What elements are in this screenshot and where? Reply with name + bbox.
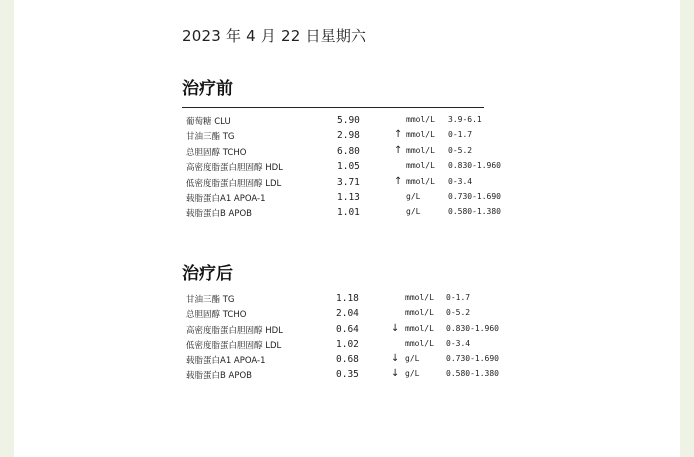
test-value: 2.04 xyxy=(336,308,359,320)
test-unit: mmol/L xyxy=(406,176,435,186)
test-value: 1.13 xyxy=(337,191,360,203)
test-value: 3.71 xyxy=(337,176,360,188)
test-value: 6.80 xyxy=(337,145,360,157)
heading-divider xyxy=(182,107,484,108)
test-value: 0.68 xyxy=(336,354,359,366)
reference-range: 0-3.4 xyxy=(448,176,473,186)
flag-arrow-icon: ↓ xyxy=(391,368,400,380)
test-unit: mmol/L xyxy=(405,308,434,318)
test-name: 低密度脂蛋白胆固醇 LDL xyxy=(186,178,282,189)
test-unit: mmol/L xyxy=(406,161,435,171)
reference-range: 0.580-1.380 xyxy=(446,369,499,379)
report-date: 2023 年 4 月 22 日星期六 xyxy=(182,27,367,45)
test-name: 甘油三酯 TG xyxy=(186,295,235,305)
reference-range: 3.9-6.1 xyxy=(448,115,482,124)
test-name: 载脂蛋白A1 APOA-1 xyxy=(186,356,266,367)
flag-arrow-icon: ↑ xyxy=(394,144,403,156)
flag-arrow-icon: ↑ xyxy=(394,129,403,141)
test-value: 0.35 xyxy=(336,369,359,381)
test-value: 5.90 xyxy=(337,115,360,126)
test-name: 高密度脂蛋白胆固醇 HDL xyxy=(186,163,283,174)
test-name: 载脂蛋白A1 APOA-1 xyxy=(186,193,266,204)
before-treatment-heading: 治疗前 xyxy=(182,79,233,99)
reference-range: 0-1.7 xyxy=(448,130,473,140)
test-value: 2.98 xyxy=(337,130,360,142)
reference-range: 0-5.2 xyxy=(448,145,473,155)
test-unit: mmol/L xyxy=(405,293,434,302)
test-value: 0.64 xyxy=(336,323,359,335)
flag-arrow-icon: ↓ xyxy=(391,353,400,365)
reference-range: 0-3.4 xyxy=(446,338,471,348)
test-value: 1.18 xyxy=(336,293,359,304)
test-name: 载脂蛋白B APOB xyxy=(186,371,252,382)
reference-range: 0.580-1.380 xyxy=(448,207,501,217)
test-value: 1.01 xyxy=(337,207,360,219)
test-unit: mmol/L xyxy=(406,115,435,124)
test-unit: mmol/L xyxy=(405,338,434,348)
after-treatment-heading: 治疗后 xyxy=(182,264,233,284)
test-name: 低密度脂蛋白胆固醇 LDL xyxy=(186,340,282,351)
test-name: 葡萄糖 CLU xyxy=(186,117,231,127)
test-name: 载脂蛋白B APOB xyxy=(186,209,252,220)
reference-range: 0-5.2 xyxy=(446,308,471,318)
test-value: 1.05 xyxy=(337,161,360,173)
reference-range: 0.830-1.960 xyxy=(448,161,501,171)
test-unit: g/L xyxy=(406,191,421,201)
flag-arrow-icon: ↓ xyxy=(391,322,400,334)
test-unit: g/L xyxy=(405,354,420,364)
reference-range: 0.730-1.690 xyxy=(448,191,501,201)
test-unit: g/L xyxy=(406,207,421,217)
test-name: 高密度脂蛋白胆固醇 HDL xyxy=(186,325,283,336)
reference-range: 0.830-1.960 xyxy=(446,323,499,333)
test-unit: mmol/L xyxy=(406,130,435,140)
test-unit: g/L xyxy=(405,369,420,379)
test-unit: mmol/L xyxy=(405,323,434,333)
test-name: 总胆固醇 TCHO xyxy=(186,147,247,158)
flag-arrow-icon: ↑ xyxy=(394,175,403,187)
reference-range: 0-1.7 xyxy=(446,293,471,302)
reference-range: 0.730-1.690 xyxy=(446,354,499,364)
document-page xyxy=(14,0,680,457)
test-name: 甘油三酯 TG xyxy=(186,132,235,143)
test-value: 1.02 xyxy=(336,338,359,350)
test-name: 总胆固醇 TCHO xyxy=(186,310,247,321)
test-unit: mmol/L xyxy=(406,145,435,155)
